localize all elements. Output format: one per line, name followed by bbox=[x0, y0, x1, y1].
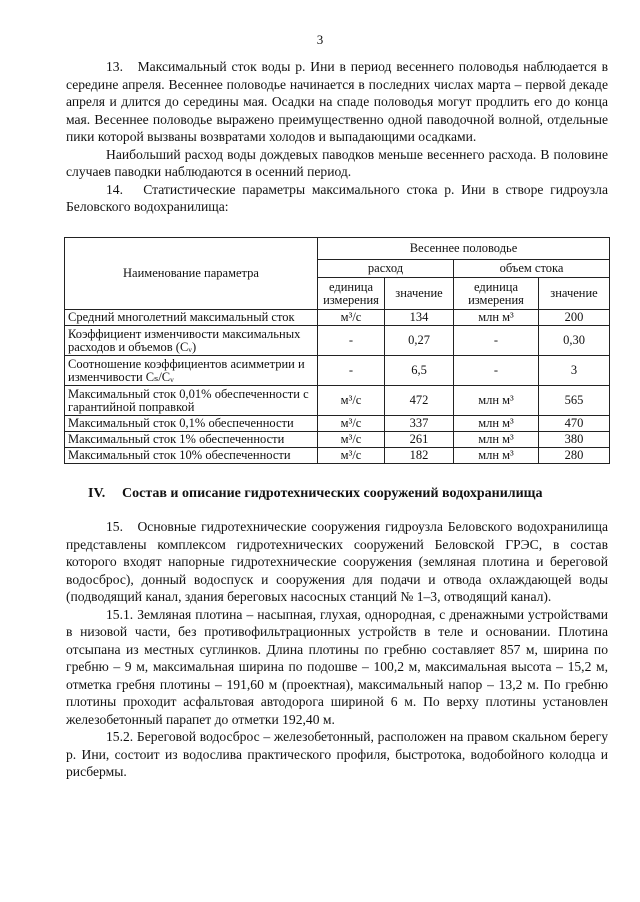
header-flow: расход bbox=[318, 260, 454, 278]
flow-unit: м³/с bbox=[318, 448, 385, 464]
section-heading bbox=[66, 486, 608, 502]
header-volume: объем стока bbox=[454, 260, 610, 278]
volume-value: 0,30 bbox=[539, 326, 610, 356]
row-name: Максимальный сток 10% обеспеченности bbox=[65, 448, 318, 464]
section-15-block bbox=[66, 518, 608, 781]
paragraph-15: 15. Основные гидротехнические сооружения гидроузла Беловского водохранилища представлены комплексом гидротехнических сооружений Беловской ГРЭС, в состав которого входят напорные гидротехнические сооружения (земляная плотина и береговой водосброс), донный водоспуск и сооружения для подачи и отвода охлаждающей воды (подводящий канал, здания береговых насосных станций № 1–3, отводящий канал). bbox=[66, 519, 608, 604]
row-name: Коэффициент изменчивости максимальных расходов и объемов (Cᵥ) bbox=[65, 326, 318, 356]
header-parameter-name: Наименование параметра bbox=[65, 238, 318, 310]
table-row bbox=[65, 326, 610, 356]
volume-value: 3 bbox=[539, 356, 610, 386]
volume-value: 280 bbox=[539, 448, 610, 464]
flow-unit: м³/с bbox=[318, 432, 385, 448]
flow-value: 261 bbox=[385, 432, 454, 448]
row-name: Средний многолетний максимальный сток bbox=[65, 310, 318, 326]
section-title: Состав и описание гидротехнических сооружений водохранилища bbox=[122, 486, 543, 501]
paragraph-13-continued: Наибольший расход воды дождевых паводков меньше весеннего расхода. В половине случаев паводки наблюдаются в осенний период. bbox=[66, 146, 608, 179]
volume-unit: млн м³ bbox=[454, 432, 539, 448]
flow-value: 0,27 bbox=[385, 326, 454, 356]
volume-unit: млн м³ bbox=[454, 386, 539, 416]
volume-unit: млн м³ bbox=[454, 448, 539, 464]
flow-unit: - bbox=[318, 326, 385, 356]
volume-value: 565 bbox=[539, 386, 610, 416]
paragraph-15-1: 15.1. Земляная плотина – насыпная, глухая, однородная, с дренажными устройствами в низовой части, без противофильтрационных устройств в теле и основании. Плотина отсыпана из местных суглинков. Длина плотины по гребню составляет 857 м, ширина по гребню – 9 м, максимальная ширина по подошве – 100,2 м, максимальная высота – 15,2 м, отметка гребня плотины – 191,60 м (проектная), максимальный напор – 13,2 м. По гребню плотины проходит асфальтовая автодорога шириной 6 м. По верху плотины установлен железобетонный парапет до отметки 192,40 м. bbox=[66, 606, 608, 727]
header-flow-unit: единица измерения bbox=[318, 278, 385, 310]
flow-value: 6,5 bbox=[385, 356, 454, 386]
header-volume-value: значение bbox=[539, 278, 610, 310]
row-name: Максимальный сток 0,01% обеспеченности с гарантийной поправкой bbox=[65, 386, 318, 416]
flow-value: 182 bbox=[385, 448, 454, 464]
volume-value: 470 bbox=[539, 416, 610, 432]
paragraph-15-2: 15.2. Береговой водосброс – железобетонный, расположен на правом скальном берегу р. Ини, состоит из водослива практического профиля, быстротока, водобойного колодца и рисбермы. bbox=[66, 729, 608, 779]
flow-value: 472 bbox=[385, 386, 454, 416]
table-row bbox=[65, 448, 610, 464]
flow-value: 337 bbox=[385, 416, 454, 432]
table-row bbox=[65, 416, 610, 432]
row-name: Соотношение коэффициентов асимметрии и изменчивости Cₛ/Cᵥ bbox=[65, 356, 318, 386]
volume-unit: - bbox=[454, 356, 539, 386]
flow-unit: м³/с bbox=[318, 310, 385, 326]
volume-unit: млн м³ bbox=[454, 310, 539, 326]
header-spring-flood: Весеннее половодье bbox=[318, 238, 610, 260]
volume-unit: млн м³ bbox=[454, 416, 539, 432]
flow-value: 134 bbox=[385, 310, 454, 326]
table-row bbox=[65, 386, 610, 416]
table-row bbox=[65, 432, 610, 448]
section-number: IV. bbox=[88, 486, 106, 501]
flow-unit: - bbox=[318, 356, 385, 386]
row-name: Максимальный сток 1% обеспеченности bbox=[65, 432, 318, 448]
volume-unit: - bbox=[454, 326, 539, 356]
page-number: 3 bbox=[316, 32, 324, 47]
section-13-block bbox=[66, 58, 608, 216]
flow-unit: м³/с bbox=[318, 386, 385, 416]
volume-value: 380 bbox=[539, 432, 610, 448]
paragraph-13: 13. Максимальный сток воды р. Ини в период весеннего половодья наблюдается в середине апреля. Весеннее половодье начинается в последних числах марта – первой декаде апреля и длится до середины мая. Осадки на спаде половодья могут продлить его до конца мая. Весеннее половодье выражено преимущественно одной паводочной волной, отдельные пики которой вызваны возвратами холодов и выпадающими осадками. bbox=[66, 59, 608, 144]
row-name: Максимальный сток 0,1% обеспеченности bbox=[65, 416, 318, 432]
flow-unit: м³/с bbox=[318, 416, 385, 432]
table-row bbox=[65, 356, 610, 386]
header-volume-unit: единица измерения bbox=[454, 278, 539, 310]
volume-value: 200 bbox=[539, 310, 610, 326]
statistical-parameters-table bbox=[64, 237, 610, 464]
header-flow-value: значение bbox=[385, 278, 454, 310]
paragraph-14: 14. Статистические параметры максимального стока р. Ини в створе гидроузла Беловского водохранилища: bbox=[66, 181, 608, 214]
table-row bbox=[65, 310, 610, 326]
